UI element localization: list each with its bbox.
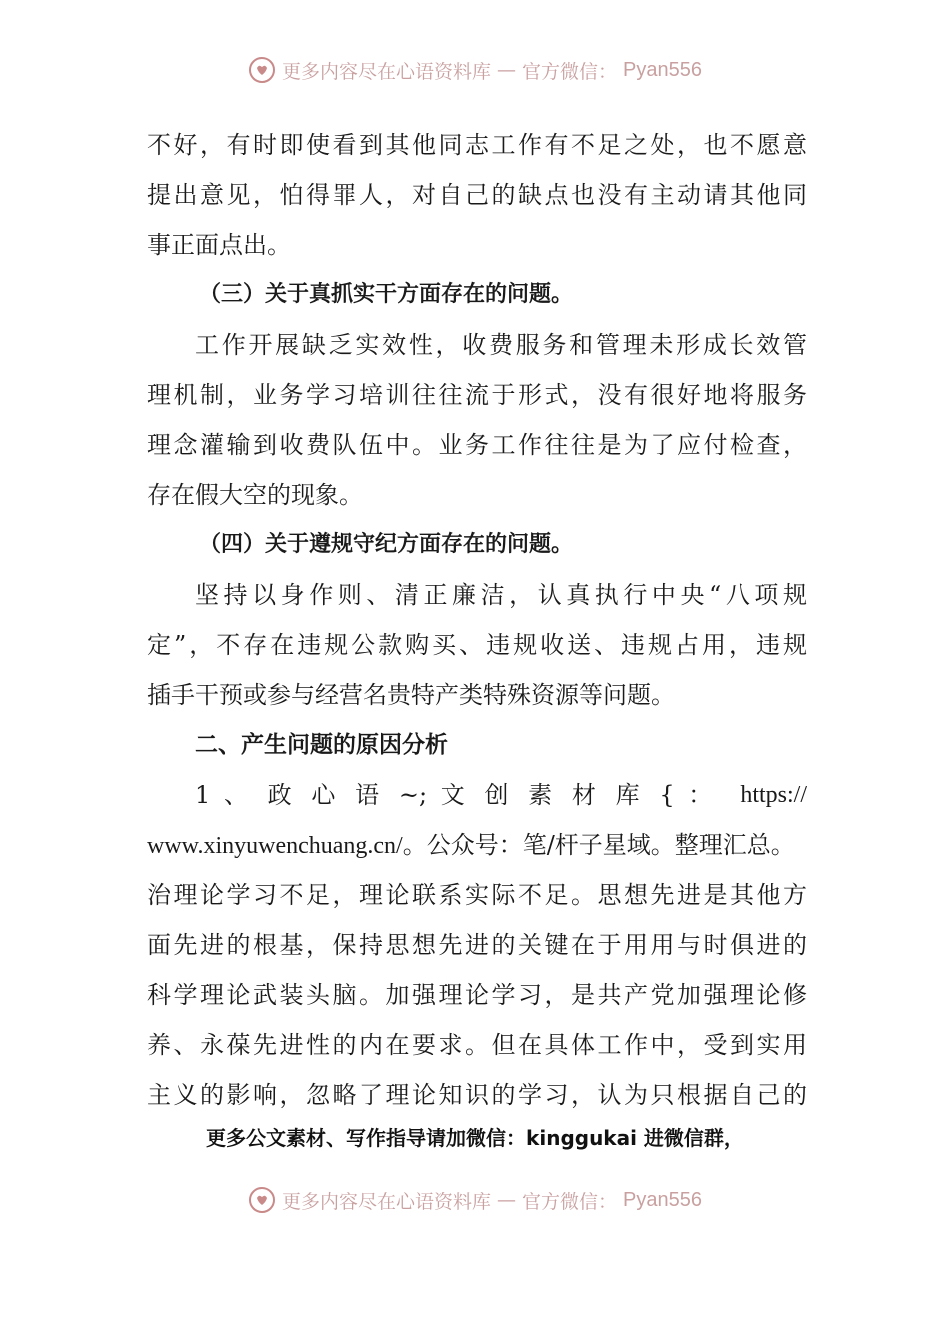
section-4-line: 坚持以身作则、清正廉洁，认真执行中央“八项规 <box>195 581 807 609</box>
part-2-line: 科学理论武装头脑。加强理论学习，是共产党加强理论修 <box>147 981 807 1009</box>
section-4-heading: （四）关于遵规守纪方面存在的问题。 <box>199 532 574 557</box>
part-2-line: 养、永葆先进性的内在要求。但在具体工作中，受到实用 <box>147 1031 807 1059</box>
watermark-brand: 更多内容尽在心语资料库 <box>282 60 492 83</box>
section-3-line: 理念灌输到收费队伍中。业务工作往往是为了应付检查， <box>147 431 807 459</box>
watermark-separator: — <box>497 59 517 81</box>
part-2-line: 治理论学习不足，理论联系实际不足。思想先进是其他方 <box>147 881 807 909</box>
section-3-line: 工作开展缺乏实效性，收费服务和管理未形成长效管 <box>195 331 807 359</box>
heart-logo-icon <box>248 1186 276 1214</box>
item-1-prefix: 1 、 政 心 语 ~; 文 创 素 材 库 { ： <box>195 781 713 809</box>
part-2-line: 主义的影响，忽略了理论知识的学习，认为只根据自己的 <box>147 1081 807 1109</box>
watermark-account-label: 官方微信： <box>522 60 618 83</box>
part-2-heading: 二、产生问题的原因分析 <box>195 732 448 758</box>
heart-logo-icon <box>248 56 276 84</box>
section-3-heading: （三）关于真抓实干方面存在的问题。 <box>199 282 574 307</box>
section-4-line: 插手干预或参与经营名贵特产类特殊资源等问题。 <box>147 681 675 709</box>
item-1-url-head: https:// <box>740 782 807 808</box>
watermark-account-id: Pyan556 <box>623 1188 702 1211</box>
footer-watermark <box>0 1186 950 1214</box>
part-2-item-1-url-line <box>147 820 807 870</box>
body-line: 事正面点出。 <box>147 231 291 259</box>
section-4-line: 定”，不存在违规公款购买、违规收送、违规占用，违规 <box>147 631 807 659</box>
watermark-separator: — <box>497 1189 517 1211</box>
watermark-account-label: 官方微信： <box>522 1190 618 1213</box>
watermark-brand: 更多内容尽在心语资料库 <box>282 1190 492 1213</box>
body-line: 不好，有时即使看到其他同志工作有不足之处，也不愿意 <box>147 131 807 159</box>
part-2-line: 面先进的根基，保持思想先进的关键在于用用与时俱进的 <box>147 931 807 959</box>
section-3-line: 存在假大空的现象。 <box>147 481 363 509</box>
body-line: 提出意见，怕得罪人，对自己的缺点也没有主动请其他同 <box>147 181 807 209</box>
header-watermark <box>0 56 950 84</box>
item-1-url-tail: www.xinyuwenchuang.cn/ <box>147 833 403 859</box>
footer-promo-note: 更多公文素材、写作指导请加微信：kinggukai 进微信群， <box>206 1126 744 1150</box>
section-3-line: 理机制，业务学习培训往往流于形式，没有很好地将服务 <box>147 381 807 409</box>
part-2-item-1-line <box>147 770 807 820</box>
item-1-note: 。公众号：笔/杆子星域。整理汇总。 <box>402 831 795 859</box>
document-body <box>147 120 807 1120</box>
watermark-account-id: Pyan556 <box>623 58 702 81</box>
